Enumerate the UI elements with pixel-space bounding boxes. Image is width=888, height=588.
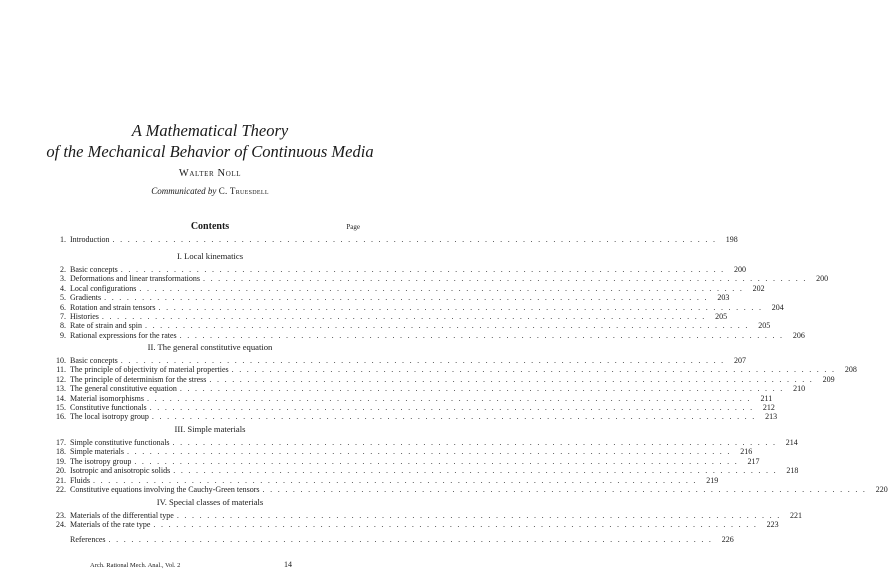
dot-leader: . . . . . . . . . . . . . . . . . . . . . . . . . . . . . . . . . . . . . . . . . . . . . . . . . . . . . . . . . . . . . . . . . . . . . . . . . . . . . . . . bbox=[104, 293, 709, 303]
dot-leader: . . . . . . . . . . . . . . . . . . . . . . . . . . . . . . . . . . . . . . . . . . . . . . . . . . . . . . . . . . . . . . . . . . . . . . . . . . . . . . . . bbox=[262, 484, 867, 494]
toc-entry-number: 1. bbox=[60, 235, 66, 244]
toc-entry bbox=[54, 535, 734, 544]
toc-entry-label: The local isotropy group bbox=[70, 412, 149, 422]
toc-entry-page: 219 bbox=[706, 475, 719, 485]
toc-entry-label: Deformations and linear transformations bbox=[70, 274, 200, 284]
toc-entry-page: 198 bbox=[725, 235, 738, 244]
toc-entry bbox=[54, 456, 760, 466]
toc-entry-page: 207 bbox=[733, 356, 746, 365]
dot-leader: . . . . . . . . . . . . . . . . . . . . . . . . . . . . . . . . . . . . . . . . . . . . . . . . . . . . . . . . . . . . . . . . . . . . . . . . . . . . . . . . bbox=[158, 302, 763, 312]
section-heading: II. The general constitutive equation bbox=[147, 342, 273, 352]
toc-section-2 bbox=[54, 356, 857, 422]
toc-entry-label: The isotropy group bbox=[70, 456, 132, 466]
dot-leader: . . . . . . . . . . . . . . . . . . . . . . . . . . . . . . . . . . . . . . . . . . . . . . . . . . . . . . . . . . . . . . . . . . . . . . . . . . . . . . . . bbox=[120, 356, 725, 365]
toc-entry-label: Constitutive equations involving the Cauchy-Green tensors bbox=[70, 484, 260, 494]
toc-entry-number: 13. bbox=[56, 384, 66, 394]
page-column-label: Page bbox=[346, 223, 360, 231]
toc-entry-page: 223 bbox=[766, 520, 779, 530]
dot-leader: . . . . . . . . . . . . . . . . . . . . . . . . . . . . . . . . . . . . . . . . . . . . . . . . . . . . . . . . . . . . . . . . . . . . . . . . . . . . . . . . bbox=[139, 283, 744, 293]
toc-entry-page: 205 bbox=[758, 321, 771, 331]
dot-leader: . . . . . . . . . . . . . . . . . . . . . . . . . . . . . . . . . . . . . . . . . . . . . . . . . . . . . . . . . . . . . . . . . . . . . . . . . . . . . . . . bbox=[144, 321, 750, 331]
author-name: Walter Noll bbox=[178, 168, 242, 179]
dot-leader: . . . . . . . . . . . . . . . . . . . . . . . . . . . . . . . . . . . . . . . . . . . . . . . . . . . . . . . . . . . . . . . . . . . . . . . . . . . . . . . . bbox=[153, 520, 758, 530]
dot-leader: . . . . . . . . . . . . . . . . . . . . . . . . . . . . . . . . . . . . . . . . . . . . . . . . . . . . . . . . . . . . . . . . . . . . . . . . . . . . . . . . bbox=[231, 365, 836, 375]
toc-entry-number: 6. bbox=[60, 302, 66, 312]
toc-entry bbox=[54, 466, 799, 476]
toc-entry bbox=[54, 321, 771, 331]
toc-entry-label: Rotation and strain tensors bbox=[70, 302, 156, 312]
dot-leader: . . . . . . . . . . . . . . . . . . . . . . . . . . . . . . . . . . . . . . . . . . . . . . . . . . . . . . . . . . . . . . . . . . . . . . . . . . . . . . . . bbox=[172, 438, 777, 447]
contents-heading: Contents bbox=[190, 221, 230, 232]
toc-entry-page: 203 bbox=[717, 293, 730, 303]
toc-section-4 bbox=[54, 511, 803, 530]
issue-number: 14 bbox=[284, 560, 292, 569]
toc-entry-page: 214 bbox=[785, 438, 798, 447]
toc-entry-label: Isotropic and anisotropic solids bbox=[70, 466, 171, 476]
toc-entry bbox=[54, 384, 806, 394]
paper-title-line-2: of the Mechanical Behavior of Continuous Media bbox=[46, 142, 374, 161]
dot-leader: . . . . . . . . . . . . . . . . . . . . . . . . . . . . . . . . . . . . . . . . . . . . . . . . . . . . . . . . . . . . . . . . . . . . . . . . . . . . . . . . bbox=[202, 274, 808, 284]
dot-leader: . . . . . . . . . . . . . . . . . . . . . . . . . . . . . . . . . . . . . . . . . . . . . . . . . . . . . . . . . . . . . . . . . . . . . . . . . . . . . . . . bbox=[179, 384, 785, 394]
toc-entry-label: The general constitutive equation bbox=[70, 384, 177, 394]
toc-entry-label: Fluids bbox=[70, 475, 91, 485]
toc-entry bbox=[54, 511, 803, 520]
toc-entry-number: 14. bbox=[56, 393, 66, 403]
toc-entry-number: 23. bbox=[56, 511, 66, 520]
communicated-prefix: Communicated by bbox=[151, 186, 217, 196]
toc-entry-label: Local configurations bbox=[70, 283, 137, 293]
dot-leader: . . . . . . . . . . . . . . . . . . . . . . . . . . . . . . . . . . . . . . . . . . . . . . . . . . . . . . . . . . . . . . . . . . . . . . . . . . . . . . . . bbox=[112, 235, 717, 244]
toc-entry-page: 200 bbox=[816, 274, 829, 284]
toc-section-3 bbox=[54, 438, 888, 494]
dot-leader: . . . . . . . . . . . . . . . . . . . . . . . . . . . . . . . . . . . . . . . . . . . . . . . . . . . . . . . . . . . . . . . . . . . . . . . . . . . . . . . . bbox=[134, 456, 739, 466]
toc-entry-page: 221 bbox=[790, 511, 803, 520]
toc-entry-number: 11. bbox=[56, 365, 66, 375]
toc-entry-page: 213 bbox=[765, 412, 778, 422]
toc-entry-number: 19. bbox=[56, 456, 66, 466]
toc-entry bbox=[54, 438, 798, 447]
toc-entry-label: Basic concepts bbox=[70, 356, 118, 365]
toc-entry-label: Materials of the rate type bbox=[70, 520, 151, 530]
toc-entry-label: Constitutive functionals bbox=[70, 402, 147, 412]
toc-entry-label: Introduction bbox=[70, 235, 110, 244]
dot-leader: . . . . . . . . . . . . . . . . . . . . . . . . . . . . . . . . . . . . . . . . . . . . . . . . . . . . . . . . . . . . . . . . . . . . . . . . . . . . . . . . bbox=[176, 511, 782, 520]
toc-section-1 bbox=[54, 265, 829, 340]
toc-entry-number: 20. bbox=[56, 466, 66, 476]
dot-leader: . . . . . . . . . . . . . . . . . . . . . . . . . . . . . . . . . . . . . . . . . . . . . . . . . . . . . . . . . . . . . . . . . . . . . . . . . . . . . . . . bbox=[173, 466, 778, 476]
section-heading: I. Local kinematics bbox=[176, 251, 244, 261]
toc-entry-page: 209 bbox=[822, 374, 835, 384]
toc-entry bbox=[54, 447, 753, 457]
toc-entry-label: Basic concepts bbox=[70, 265, 118, 274]
toc-entry bbox=[54, 283, 765, 293]
toc-entry-page: 206 bbox=[792, 330, 805, 340]
toc-entry-number: 17. bbox=[56, 438, 66, 447]
dot-leader: . . . . . . . . . . . . . . . . . . . . . . . . . . . . . . . . . . . . . . . . . . . . . . . . . . . . . . . . . . . . . . . . . . . . . . . . . . . . . . . . bbox=[108, 535, 713, 544]
section-heading: III. Simple materials bbox=[174, 424, 246, 434]
dot-leader: . . . . . . . . . . . . . . . . . . . . . . . . . . . . . . . . . . . . . . . . . . . . . . . . . . . . . . . . . . . . . . . . . . . . . . . . . . . . . . . . bbox=[147, 393, 752, 403]
toc-entry-page: 212 bbox=[762, 402, 775, 412]
toc-entry-number: 16. bbox=[56, 412, 66, 422]
dot-leader: . . . . . . . . . . . . . . . . . . . . . . . . . . . . . . . . . . . . . . . . . . . . . . . . . . . . . . . . . . . . . . . . . . . . . . . . . . . . . . . . bbox=[149, 402, 754, 412]
toc-entry-page: 216 bbox=[740, 447, 753, 457]
toc-entry-number: 10. bbox=[56, 356, 66, 365]
toc-intro bbox=[54, 235, 738, 244]
journal-footer: Arch. Rational Mech. Anal., Vol. 2 bbox=[90, 562, 181, 569]
toc-entry-label: The principle of determinism for the stress bbox=[70, 374, 207, 384]
toc-entry-label: References bbox=[70, 535, 106, 544]
toc-entry bbox=[54, 402, 775, 412]
toc-entry-page: 205 bbox=[715, 311, 728, 321]
toc-entry-number: 7. bbox=[60, 311, 66, 321]
toc-entry bbox=[54, 265, 746, 274]
toc-entry-number: 3. bbox=[60, 274, 66, 284]
toc-entry-number: 9. bbox=[60, 330, 66, 340]
toc-entry-number: 15. bbox=[56, 402, 66, 412]
toc-entry bbox=[54, 484, 888, 494]
dot-leader: . . . . . . . . . . . . . . . . . . . . . . . . . . . . . . . . . . . . . . . . . . . . . . . . . . . . . . . . . . . . . . . . . . . . . . . . . . . . . . . . bbox=[120, 265, 725, 274]
toc-entry bbox=[54, 330, 805, 340]
toc-entry bbox=[54, 374, 835, 384]
toc-entry-page: 220 bbox=[875, 484, 888, 494]
toc-references bbox=[54, 535, 734, 544]
toc-entry bbox=[54, 520, 779, 530]
paper-title-line-1: A Mathematical Theory bbox=[131, 121, 289, 140]
toc-entry-number: 22. bbox=[56, 484, 66, 494]
dot-leader: . . . . . . . . . . . . . . . . . . . . . . . . . . . . . . . . . . . . . . . . . . . . . . . . . . . . . . . . . . . . . . . . . . . . . . . . . . . . . . . . bbox=[101, 311, 707, 321]
toc-entry-number: 2. bbox=[60, 265, 66, 274]
toc-entry bbox=[54, 274, 829, 284]
toc-entry-page: 226 bbox=[721, 535, 734, 544]
toc-entry-label: Gradients bbox=[70, 293, 102, 303]
toc-entry bbox=[54, 412, 778, 422]
toc-entry-number: 24. bbox=[56, 520, 66, 530]
toc-entry-page: 210 bbox=[793, 384, 806, 394]
toc-entry-page: 208 bbox=[844, 365, 857, 375]
toc-entry-label: Material isomorphisms bbox=[70, 393, 144, 403]
section-heading: IV. Special classes of materials bbox=[156, 497, 264, 507]
toc-entry-page: 204 bbox=[771, 302, 784, 312]
toc-entry-page: 218 bbox=[786, 466, 799, 476]
toc-entry bbox=[54, 393, 773, 403]
toc-entry-label: Simple constitutive functionals bbox=[70, 438, 170, 447]
toc-entry bbox=[54, 475, 719, 485]
toc-entry-label: The principle of objectivity of material properties bbox=[70, 365, 229, 375]
dot-leader: . . . . . . . . . . . . . . . . . . . . . . . . . . . . . . . . . . . . . . . . . . . . . . . . . . . . . . . . . . . . . . . . . . . . . . . . . . . . . . . . bbox=[127, 447, 732, 457]
toc-entry-label: Histories bbox=[70, 311, 99, 321]
dot-leader: . . . . . . . . . . . . . . . . . . . . . . . . . . . . . . . . . . . . . . . . . . . . . . . . . . . . . . . . . . . . . . . . . . . . . . . . . . . . . . . . bbox=[179, 330, 784, 340]
toc-entry-number: 8. bbox=[60, 321, 66, 331]
toc-entry-label: Materials of the differential type bbox=[70, 511, 174, 520]
toc-entry-page: 200 bbox=[733, 265, 746, 274]
toc-entry-page: 217 bbox=[747, 456, 760, 466]
toc-entry-page: 202 bbox=[752, 283, 765, 293]
toc-entry-label: Rational expressions for the rates bbox=[70, 330, 177, 340]
dot-leader: . . . . . . . . . . . . . . . . . . . . . . . . . . . . . . . . . . . . . . . . . . . . . . . . . . . . . . . . . . . . . . . . . . . . . . . . . . . . . . . . bbox=[93, 475, 698, 485]
toc-entry bbox=[54, 365, 857, 375]
toc-entry-page: 211 bbox=[760, 393, 773, 403]
toc-entry bbox=[54, 311, 728, 321]
toc-entry-number: 12. bbox=[56, 374, 66, 384]
toc-entry-label: Rate of strain and spin bbox=[70, 321, 142, 331]
toc-entry bbox=[54, 302, 784, 312]
toc-entry bbox=[54, 356, 746, 365]
communicator-name: C. Truesdell bbox=[218, 186, 269, 196]
toc-entry-label: Simple materials bbox=[70, 447, 124, 457]
dot-leader: . . . . . . . . . . . . . . . . . . . . . . . . . . . . . . . . . . . . . . . . . . . . . . . . . . . . . . . . . . . . . . . . . . . . . . . . . . . . . . . . bbox=[209, 374, 814, 384]
toc-entry-number: 18. bbox=[56, 447, 66, 457]
toc-entry bbox=[54, 293, 730, 303]
communicated-by bbox=[0, 186, 420, 196]
dot-leader: . . . . . . . . . . . . . . . . . . . . . . . . . . . . . . . . . . . . . . . . . . . . . . . . . . . . . . . . . . . . . . . . . . . . . . . . . . . . . . . . bbox=[151, 412, 757, 422]
toc-entry-number: 21. bbox=[56, 475, 66, 485]
toc-entry bbox=[54, 235, 738, 244]
toc-entry-number: 4. bbox=[60, 283, 66, 293]
toc-entry-number: 5. bbox=[60, 293, 66, 303]
